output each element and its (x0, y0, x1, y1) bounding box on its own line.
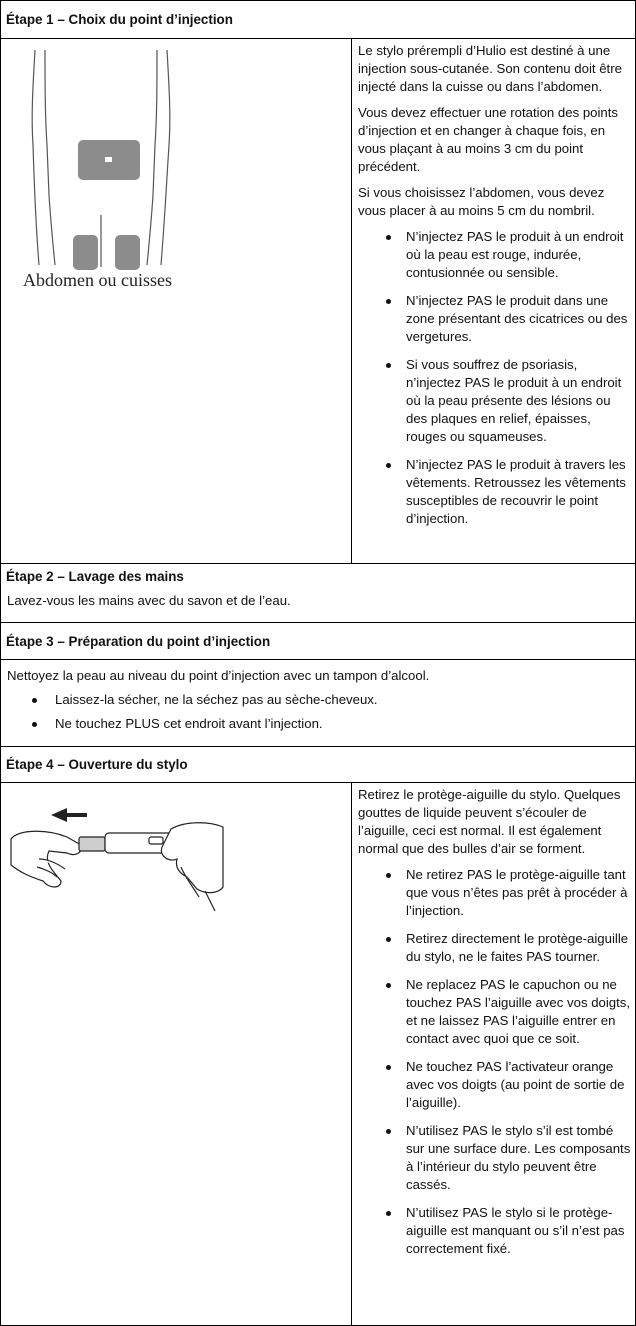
step1-paragraph: Vous devez effectuer une rotation des points d’injection et en changer à chaque fois, en vous plaçant à au moins 3 cm du point précédent. (358, 105, 619, 174)
bullet-item: Si vous souffrez de psoriasis, n’injectez PAS le produit à un endroit où la peau présente des lésions ou des plaques en relief, épaisses, rouges ou squameuses. (358, 356, 633, 446)
figure-caption: Abdomen ou cuisses (23, 270, 172, 290)
step2-header (1, 564, 635, 590)
step1-title: Étape 1 – Choix du point d’injection (6, 11, 233, 27)
step3-title: Étape 3 – Préparation du point d’injection (6, 633, 271, 649)
navel-mark (105, 157, 112, 162)
left-thigh-site (73, 235, 98, 270)
step1-header (1, 1, 635, 39)
bullet-item: N’injectez PAS le produit dans une zone présentant des cicatrices ou des vergetures. (358, 292, 633, 346)
bullet-item: N’injectez PAS le produit à un endroit où la peau est rouge, indurée, contusionnée ou sensible. (358, 228, 633, 282)
step3-text: Nettoyez la peau au niveau du point d’injection avec un tampon d’alcool. (7, 668, 430, 683)
bullet-item: Ne retirez PAS le protège-aiguille tant que vous n’êtes pas prêt à procéder à l’injection. (358, 866, 633, 920)
step3-bullet-list (7, 691, 629, 733)
bullet-item: N’utilisez PAS le stylo s’il est tombé sur une surface dure. Les composants à l’intérieur du stylo peuvent être cassés. (358, 1122, 633, 1194)
step3-body (1, 660, 635, 747)
step1-paragraph: Le stylo prérempli d’Hulio est destiné à une injection sous-cutanée. Son contenu doit être injecté dans la cuisse ou dans l’abdomen. (358, 43, 622, 94)
body-injection-sites-figure (15, 45, 185, 270)
step2-text: Lavez-vous les mains avec du savon et de l’eau. (7, 593, 291, 608)
step3-header (1, 624, 635, 660)
step4-text-cell (352, 783, 635, 1325)
step1-figure-cell (1, 39, 352, 563)
step1-bullet-list (358, 228, 633, 528)
step4-header (1, 748, 635, 783)
step4-title: Étape 4 – Ouverture du stylo (6, 757, 188, 772)
step1-paragraph: Si vous choisissez l’abdomen, vous devez vous placer à au moins 5 cm du nombril. (358, 185, 605, 218)
bullet-item: Laissez-la sécher, ne la séchez pas au sèche-cheveux. (7, 691, 629, 709)
step2-body (1, 590, 635, 623)
step4-bullet-list (358, 866, 633, 1258)
step4-paragraph: Retirez le protège-aiguille du stylo. Quelques gouttes de liquide peuvent s’écouler de l’aiguille, ceci est normal. Il est également normal que des bulles d’air se forment. (358, 787, 621, 856)
bullet-item: Ne touchez PLUS cet endroit avant l’injection. (7, 715, 629, 733)
step4-figure-cell (1, 783, 352, 1325)
pen-cap-removal-figure (9, 807, 229, 917)
bullet-item: N’utilisez PAS le stylo si le protège-aiguille est manquant ou s’il n’est pas correctement fixé. (358, 1204, 633, 1258)
step2-title: Étape 2 – Lavage des mains (6, 569, 184, 584)
right-thigh-site (115, 235, 140, 270)
step1-body (1, 39, 635, 564)
bullet-item: Ne replacez PAS le capuchon ou ne touchez PAS l’aiguille avec vos doigts, et ne laissez PAS l’aiguille entrer en contact avec quoi que ce soit. (358, 976, 633, 1048)
bullet-item: Retirez directement le protège-aiguille du stylo, ne le faites PAS tourner. (358, 930, 633, 966)
step1-text-cell (352, 39, 635, 563)
bullet-item: N’injectez PAS le produit à travers les vêtements. Retroussez les vêtements susceptibles de recouvrir le point d’injection. (358, 456, 633, 528)
arrow-left-icon (51, 808, 87, 822)
bullet-item: Ne touchez PAS l’activateur orange avec vos doigts (au point de sortie de l’aiguille). (358, 1058, 633, 1112)
step4-body (1, 783, 635, 1325)
